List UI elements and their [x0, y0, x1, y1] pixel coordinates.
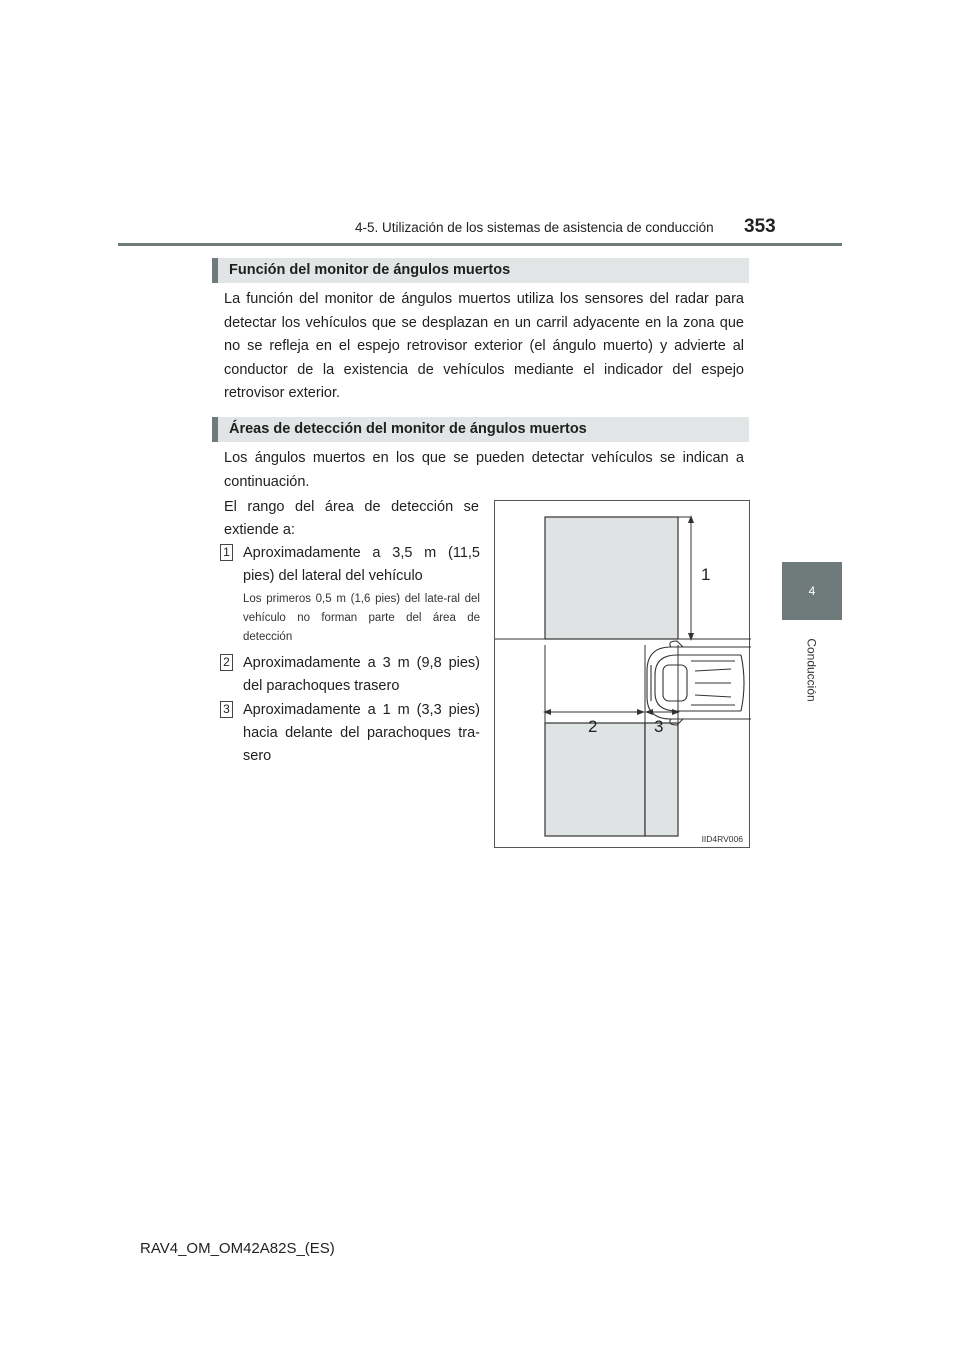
chapter-number: 4: [808, 584, 816, 598]
chapter-tab[interactable]: [782, 562, 842, 620]
running-header-title: 4-5. Utilización de los sistemas de asistencia de conducción: [355, 220, 714, 235]
chapter-name: Conducción: [805, 638, 819, 702]
list-item: [220, 699, 480, 768]
list-item: [220, 652, 480, 698]
detection-area-diagram: [494, 500, 750, 848]
section-detection-intro: Los ángulos muertos en los que se pueden detectar vehículos se indican a continuación.: [224, 450, 744, 490]
callout-3: 3: [654, 717, 664, 736]
figure-id: IID4RV006: [701, 834, 743, 844]
section-function-body: La función del monitor de ángulos muertos utiliza los sensores del radar para detectar los vehículos que se desplazan en un carril adyacente en la zona que no se refleja en el espejo retrovisor exterior (el ángulo muerto) y advierte al conductor de la existencia de vehículos mediante el indicador del espejo retrovisor exterior.: [224, 291, 744, 401]
side-detection-zone: [545, 517, 678, 639]
callout-2: 2: [588, 717, 598, 736]
detection-note: Los primeros 0,5 m (1,6 pies) del late-ral del vehículo no forman parte del área de detección: [243, 593, 480, 643]
chapter-label: [782, 630, 842, 710]
rear-detection-zone: [545, 723, 645, 836]
list-item-text: Aproximadamente a 3 m (9,8 pies) del parachoques trasero: [243, 655, 480, 694]
forward-detection-zone: [645, 723, 678, 836]
callout-1: 1: [701, 565, 711, 584]
detection-area-illustration: [495, 501, 751, 849]
callout-number: 2: [220, 654, 233, 671]
list-item: [220, 542, 480, 588]
footer-doc-code: RAV4_OM_OM42A82S_(ES): [140, 1240, 335, 1257]
section-heading-detection-areas: Áreas de detección del monitor de ángulos muertos: [212, 417, 749, 442]
detection-range-intro: El rango del área de detección se extiende a:: [224, 499, 479, 538]
list-item-text: Aproximadamente a 1 m (3,3 pies) hacia delante del parachoques tra-sero: [243, 702, 480, 764]
section-heading-function: Función del monitor de ángulos muertos: [212, 258, 749, 283]
page-number: 353: [744, 216, 776, 237]
callout-number: 3: [220, 701, 233, 718]
callout-number: 1: [220, 544, 233, 561]
list-item-text: Aproximadamente a 3,5 m (11,5 pies) del lateral del vehículo: [243, 545, 480, 584]
header-divider: [118, 243, 842, 246]
